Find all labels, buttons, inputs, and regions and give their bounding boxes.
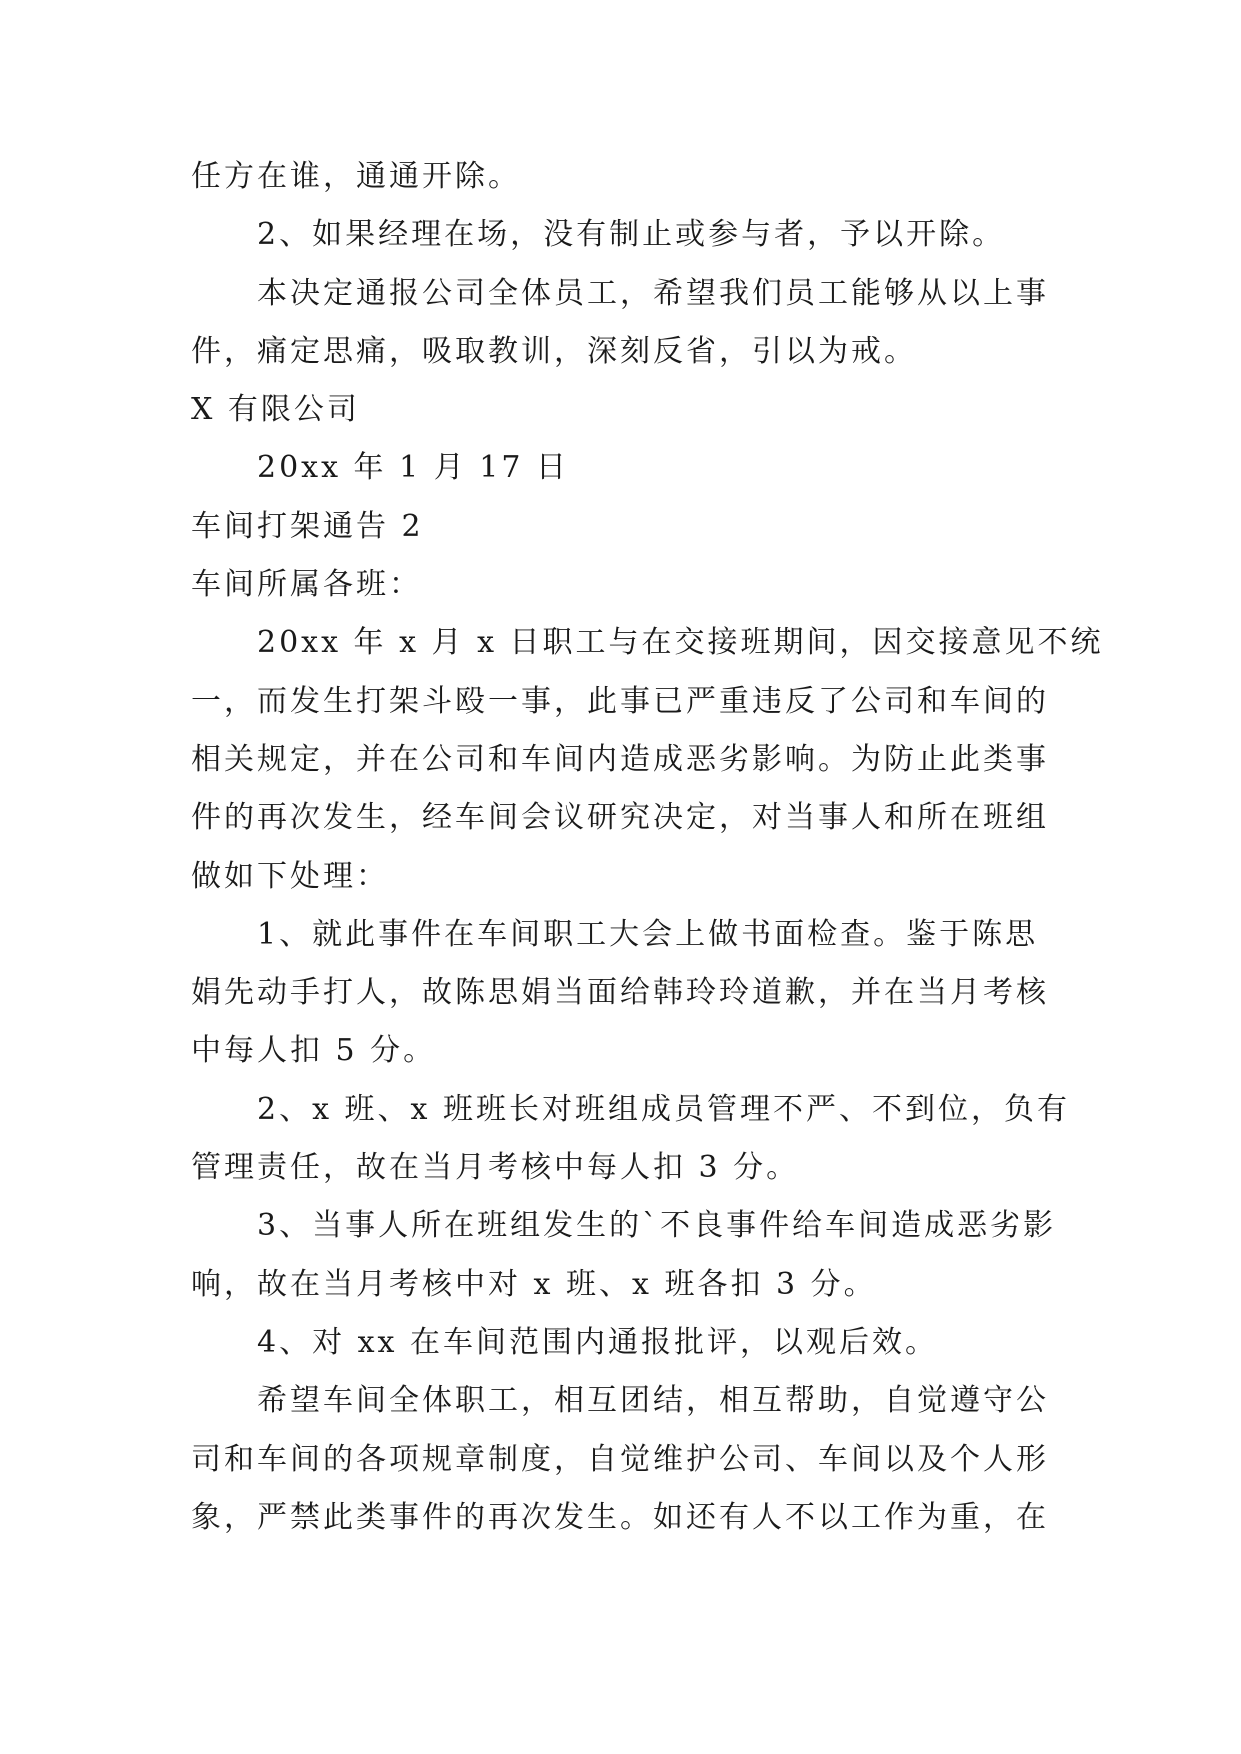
text-line: 任方在谁，通通开除。 — [191, 159, 521, 194]
text-line: 管理责任，故在当月考核中每人扣 3 分。 — [191, 1150, 800, 1186]
text-line: 司和车间的各项规章制度，自觉维护公司、车间以及个人形 — [191, 1441, 1049, 1477]
text-line: 件，痛定思痛，吸取教训，深刻反省，引以为戒。 — [191, 333, 917, 369]
text-line: 一，而发生打架斗殴一事，此事已严重违反了公司和车间的 — [191, 683, 1049, 719]
text-line: 娟先动手打人，故陈思娟当面给韩玲玲道歉，并在当月考核 — [191, 975, 1049, 1011]
salutation: 车间所属各班： — [191, 567, 422, 603]
date-line: 20xx 年 1 月 17 日 — [257, 450, 569, 486]
text-line: 2、x 班、x 班班长对班组成员管理不严、不到位，负有 — [257, 1091, 1070, 1127]
text-line: 希望车间全体职工，相互团结，相互帮助，自觉遵守公 — [257, 1383, 1049, 1419]
text-line: 3、当事人所在班组发生的`不良事件给车间造成恶劣影 — [257, 1208, 1057, 1244]
notice-title: 车间打架通告 2 — [191, 508, 424, 544]
text-line: 件的再次发生，经车间会议研究决定，对当事人和所在班组 — [191, 800, 1049, 836]
text-line: 相关规定，并在公司和车间内造成恶劣影响。为防止此类事 — [191, 741, 1049, 777]
text-line: 20xx 年 x 月 x 日职工与在交接班期间，因交接意见不统 — [257, 625, 1104, 661]
text-line: 1、就此事件在车间职工大会上做书面检查。鉴于陈思 — [257, 916, 1039, 952]
text-line: 2、如果经理在场，没有制止或参与者，予以开除。 — [257, 217, 1006, 253]
text-line: 做如下处理： — [191, 858, 389, 894]
text-line: 本决定通报公司全体员工，希望我们员工能够从以上事 — [257, 275, 1049, 311]
document-body — [191, 148, 1104, 1547]
text-line: 响，故在当月考核中对 x 班、x 班各扣 3 分。 — [191, 1266, 877, 1302]
text-line: 4、对 xx 在车间范围内通报批评，以观后效。 — [257, 1324, 938, 1360]
text-line: 中每人扣 5 分。 — [191, 1033, 437, 1069]
text-line: 象，严禁此类事件的再次发生。如还有人不以工作为重，在 — [191, 1499, 1049, 1535]
company-name: X 有限公司 — [191, 392, 360, 428]
